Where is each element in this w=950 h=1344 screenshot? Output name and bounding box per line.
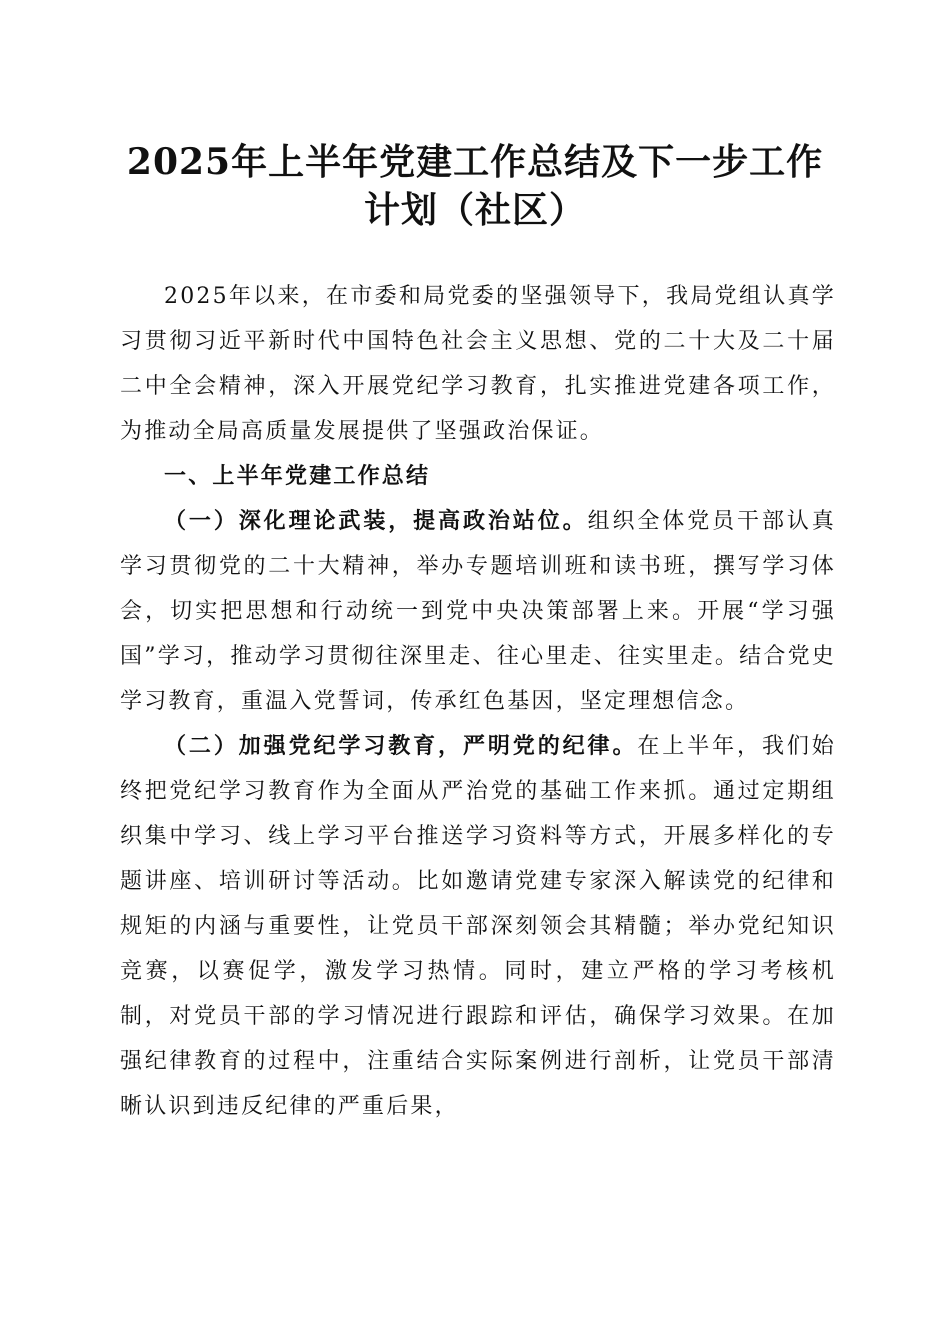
paragraph-item-1 — [120, 499, 836, 724]
paragraph-lead: （二）加强党纪学习教育，严明党的纪律。 — [164, 733, 638, 759]
document-body — [120, 274, 836, 1129]
paragraph-text: 组织全体党员干部认真学习贯彻党的二十大精神，举办专题培训班和读书班，撰写学习体会，切实把思想和行动统一到党中央决策部署上来。开展“学习强国”学习，推动学习贯彻往深里走、往心里走、往实里走。结合党史学习教育，重温入党誓词，传承红色基因，坚定理想信念。 — [120, 509, 836, 714]
section-heading: 一、上半年党建工作总结 — [164, 464, 431, 489]
document-title: 2025年上半年党建工作总结及下一步工作计划（社区） — [126, 141, 824, 231]
paragraph-lead: （一）深化理论武装，提高政治站位。 — [164, 508, 588, 534]
paragraph-text: 在上半年，我们始终把党纪学习教育作为全面从严治党的基础工作来抓。通过定期组织集中学习、线上学习平台推送学习资料等方式，开展多样化的专题讲座、培训研讨等活动。比如邀请党建专家深入解读党的纪律和规矩的内涵与重要性，让党员干部深刻领会其精髓；举办党纪知识竞赛，以赛促学，激发学习热情。同时，建立严格的学习考核机制，对党员干部的学习情况进行跟踪和评估，确保学习效果。在加强纪律教育的过程中，注重结合实际案例进行剖析，让党员干部清晰认识到违反纪律的严重后果， — [120, 734, 836, 1119]
paragraph-item-2 — [120, 724, 836, 1129]
intro-paragraph: 2025年以来，在市委和局党委的坚强领导下，我局党组认真学习贯彻习近平新时代中国特色社会主义思想、党的二十大及二十届二中全会精神，深入开展党纪学习教育，扎实推进党建各项工作，为推动全局高质量发展提供了坚强政治保证。 — [120, 284, 836, 444]
